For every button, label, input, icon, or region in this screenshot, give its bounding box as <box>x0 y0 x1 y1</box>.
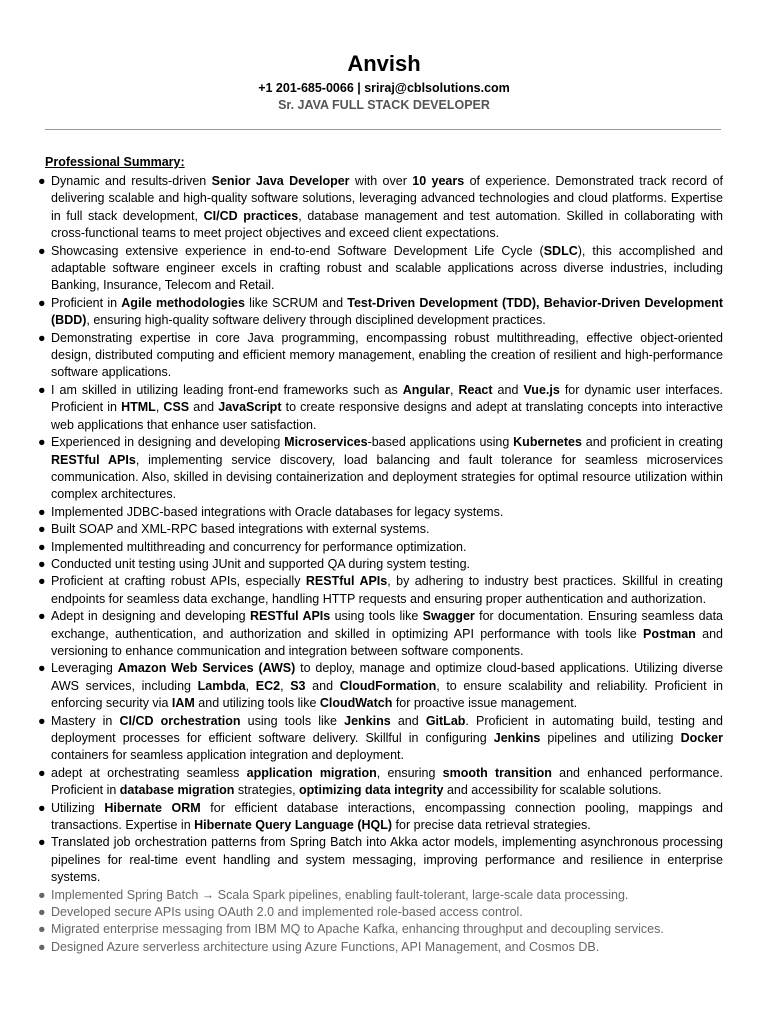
summary-bullet-item <box>38 173 723 243</box>
bullet-text: Implemented multithreading and concurrency for performance optimization. <box>51 539 467 554</box>
bullet-text: Utilizing Hibernate ORM for efficient database interactions, encompassing connection pooling, mappings and transactions. Expertise in Hibernate Query Language (HQL) for precise data retrieval strategies. <box>51 800 723 833</box>
bullet-text: Adept in designing and developing RESTful APIs using tools like Swagger for documentation. Ensuring seamless data exchange, authentication, and authorization and skilled in optimizing API performance with tools like Postman and versioning to enhance communication and integration between software components. <box>51 609 723 658</box>
bullet-icon: ● <box>38 295 46 310</box>
bullet-text: Experienced in designing and developing Microservices-based applications using Kubernetes and proficient in creating RESTful APIs, implementing service discovery, load balancing and fault tolerance for seamless microservices communication. Also, skilled in devising containerization and deployment strategies for optimal resource utilization within complex architectures. <box>51 435 724 502</box>
bullet-icon: ● <box>38 435 46 450</box>
bullet-icon: ● <box>38 713 46 728</box>
bullet-icon: ● <box>38 382 46 397</box>
bullet-text: Conducted unit testing using JUnit and supported QA during system testing. <box>51 556 470 571</box>
bullet-text: adept at orchestrating seamless application migration, ensuring smooth transition and enhanced performance. Proficient in database migration strategies, optimizing data integrity and accessibility for scalable solutions. <box>51 765 723 798</box>
summary-bullet-item <box>38 556 723 573</box>
bullet-icon: ● <box>38 887 46 902</box>
header-divider <box>45 129 721 130</box>
bullet-icon: ● <box>38 800 46 815</box>
bullet-icon: ● <box>38 574 46 589</box>
bullet-icon: ● <box>38 661 46 676</box>
summary-bullet-item <box>38 539 723 556</box>
bullet-text: Built SOAP and XML-RPC based integrations with external systems. <box>51 522 430 537</box>
summary-bullet-list <box>38 173 723 956</box>
summary-bullet-item <box>38 330 723 382</box>
bullet-icon: ● <box>38 939 46 954</box>
summary-bullet-item <box>38 504 723 521</box>
summary-bullet-item <box>38 834 723 886</box>
summary-bullet-item <box>38 921 723 938</box>
bullet-icon: ● <box>38 539 46 554</box>
bullet-text: Translated job orchestration patterns from Spring Batch into Akka actor models, implementing asynchronous processing pipelines for real-time event handling and system messaging, improving performance and resilience in enterprise systems. <box>51 835 723 885</box>
bullet-text: Migrated enterprise messaging from IBM MQ to Apache Kafka, enhancing throughput and decoupling services. <box>51 922 664 937</box>
bullet-icon: ● <box>38 765 46 780</box>
summary-bullet-item <box>38 765 723 800</box>
summary-bullet-item <box>38 608 723 660</box>
bullet-icon: ● <box>38 835 46 850</box>
summary-bullet-item <box>38 573 723 608</box>
summary-bullet-item <box>38 887 723 904</box>
bullet-text: Demonstrating expertise in core Java programming, encompassing robust multithreading, effective object-oriented design, distributed computing and efficient memory management, enabling the creation of resilient and high-performance software applications. <box>51 330 723 380</box>
bullet-text: Leveraging Amazon Web Services (AWS) to deploy, manage and optimize cloud-based applications. Utilizing diverse AWS services, including Lambda, EC2, S3 and CloudFormation, to ensure scalability and reliability. Proficient in enforcing security via IAM and utilizing tools like CloudWatch for proactive issue management. <box>51 661 723 711</box>
summary-bullet-item <box>38 521 723 538</box>
summary-bullet-item <box>38 243 723 295</box>
summary-bullet-item <box>38 713 723 765</box>
bullet-icon: ● <box>38 243 46 258</box>
bullet-text: Implemented JDBC-based integrations with Oracle databases for legacy systems. <box>51 504 504 519</box>
bullet-text: I am skilled in utilizing leading front-end frameworks such as Angular, React and Vue.js for dynamic user interfaces. Proficient in HTML, CSS and JavaScript to create responsive designs and adept at translating concepts into interactive web applications that enhance user satisfaction. <box>51 382 723 432</box>
bullet-text: Developed secure APIs using OAuth 2.0 and implemented role-based access control. <box>51 905 523 920</box>
job-title: Sr. JAVA FULL STACK DEVELOPER <box>278 98 490 112</box>
section-title-professional-summary: Professional Summary: <box>45 155 185 169</box>
contact-info: +1 201-685-0066 | sriraj@cblsolutions.com <box>258 81 510 95</box>
candidate-name: Anvish <box>347 51 421 76</box>
bullet-text: Implemented Spring Batch → Scala Spark pipelines, enabling fault-tolerant, large-scale data processing. <box>51 887 629 902</box>
summary-bullet-item <box>38 295 723 330</box>
bullet-icon: ● <box>38 330 46 345</box>
bullet-text: Dynamic and results-driven Senior Java Developer with over 10 years of experience. Demonstrated track record of delivering scalable and high-quality software solutions, leveraging advanced technologies and cloud platforms. Expertise in full stack development, CI/CD practices, database management and test automation. Skilled in collaborating with cross-functional teams to meet project objectives and exceed client expectations. <box>51 174 724 241</box>
bullet-text: Proficient at crafting robust APIs, especially RESTful APIs, by adhering to industry best practices. Skillful in creating endpoints for seamless data exchange, handling HTTP requests and ensuring proper authentication and authorization. <box>51 574 723 606</box>
bullet-text: Proficient in Agile methodologies like SCRUM and Test-Driven Development (TDD), Behavior-Driven Development (BDD), ensuring high-quality software delivery through disciplined development practices. <box>51 295 723 328</box>
bullet-icon: ● <box>38 522 46 537</box>
bullet-text: Mastery in CI/CD orchestration using tools like Jenkins and GitLab. Proficient in automating build, testing and deployment processes for efficient software delivery. Skillful in configuring Jenkins pipelines and utilizing Docker containers for seamless application integration and deployment. <box>51 713 723 763</box>
bullet-icon: ● <box>38 609 46 624</box>
summary-bullet-item <box>38 904 723 921</box>
bullet-icon: ● <box>38 556 46 571</box>
bullet-icon: ● <box>38 174 46 188</box>
summary-bullet-item <box>38 939 723 956</box>
bullet-text: Showcasing extensive experience in end-to-end Software Development Life Cycle (SDLC), this accomplished and adaptable software engineer excels in crafting robust and scalable applications across diverse industries, including Banking, Insurance, Telecom and Retail. <box>51 243 723 293</box>
summary-bullet-item <box>38 434 723 504</box>
bullet-icon: ● <box>38 504 46 519</box>
summary-bullet-item <box>38 660 723 712</box>
summary-bullet-item <box>38 382 723 434</box>
summary-bullet-item <box>38 800 723 835</box>
bullet-text: Designed Azure serverless architecture using Azure Functions, API Management, and Cosmos DB. <box>51 939 600 954</box>
bullet-icon: ● <box>38 922 46 937</box>
bullet-icon: ● <box>38 905 46 920</box>
